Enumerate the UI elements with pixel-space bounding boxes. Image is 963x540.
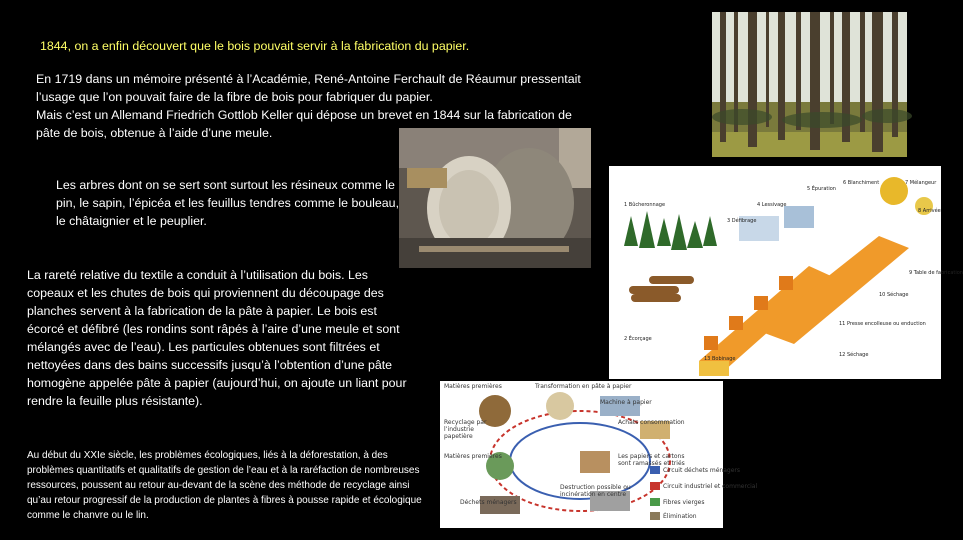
recycling-label: Recyclage par l’industrie papetière	[444, 419, 487, 440]
paragraph-line: Mais c’est un Allemand Friedrich Gottlob Keller qui dépose un brevet en 1844 sur la fabrication de	[36, 108, 572, 122]
recycling-label: Transformation en pâte à papier	[535, 383, 632, 390]
recycling-label: Machine à papier	[600, 399, 652, 406]
grinding-stone-photo	[399, 128, 591, 268]
recycling-label: Destruction possible ou incinération en centre	[560, 484, 631, 498]
legend-item: Fibres vierges	[663, 499, 705, 506]
page-title: 1844, on a enfin découvert que le bois pouvait servir à la fabrication du papier.	[40, 39, 470, 53]
recycling-label: Achats consommation	[618, 419, 685, 426]
process-label: 5 Épuration	[807, 186, 836, 192]
process-label: 7 Mélangeur	[905, 180, 937, 186]
process-label: 11 Presse encolleuse ou enduction	[839, 321, 926, 327]
legend-item: Élimination	[663, 513, 697, 520]
paper-process-diagram	[609, 166, 963, 379]
recycling-label: Déchets ménagers	[460, 499, 517, 506]
paragraph-trees: Les arbres dont on se sert sont surtout les résineux comme le pin, le sapin, l’épicéa et les feuillus tendres comme le bouleau, le châtaignier et le peuplier.	[56, 178, 400, 228]
recycling-label: Les papiers et cartons sont ramassés et triés	[618, 453, 685, 467]
process-label: 6 Blanchiment	[843, 180, 880, 186]
process-label: 9 Table de fabrication	[909, 270, 963, 276]
recycling-label: Matières premières	[444, 453, 502, 460]
process-label: 10 Séchage	[879, 292, 909, 298]
forest-photo	[712, 12, 907, 157]
process-label: 2 Écorçage	[624, 336, 652, 342]
paragraph-pulp-process: La rareté relative du textile a conduit à l’utilisation du bois. Les copeaux et les chutes de bois qui proviennent du découpage des planches servent à la fabrication de la pâte à papier. Le bois est écorcé et défibré (les rondins sont râpés à l’aire d’une meule et sont mélangés avec de l’eau). Les particules obtenues sont filtrées et nettoyées dans des bains successifs jusqu’à l’obtention d’une pâte homogène appelée pâte à papier (aujourd’hui, on ajoute un liant pour rendre la feuille plus résistante).	[27, 268, 407, 408]
recycling-diagram	[440, 381, 758, 528]
process-label: 13 Bobinage	[704, 356, 736, 362]
process-label: 12 Séchage	[839, 352, 869, 358]
legend-item: Circuit déchets ménagers	[663, 467, 741, 474]
recycling-label: Matières premières	[444, 383, 502, 390]
paragraph-line: pâte de bois, obtenue à l’aide d’une meule.	[36, 126, 273, 140]
process-label: 8 Arrivée	[918, 208, 941, 214]
legend-item: Circuit industriel et commercial	[663, 483, 758, 490]
process-label: 1 Bûcheronnage	[624, 202, 666, 208]
paragraph-line: En 1719 dans un mémoire présenté à l’Académie, René-Antoine Ferchault de Réaumur pressentait	[36, 72, 581, 86]
process-label: 3 Défibrage	[727, 218, 757, 224]
process-label: 4 Lessivage	[757, 202, 787, 208]
paragraph-ecology: Au début du XXIe siècle, les problèmes écologiques, liés à la déforestation, à des problèmes quantitatifs et qualitatifs de gestion de l’eau et à la raréfaction de nombreuses ressources, poussent au retour au-devant de la scène des méthode de recyclage ainsi qu’au retour progressif de la production de plantes à fibres à pousse rapide et écologique comme le chanvre ou le lin.	[27, 450, 422, 521]
paragraph-line: l’usage que l’on pouvait faire de la fibre de bois pour fabriquer du papier.	[36, 90, 433, 104]
